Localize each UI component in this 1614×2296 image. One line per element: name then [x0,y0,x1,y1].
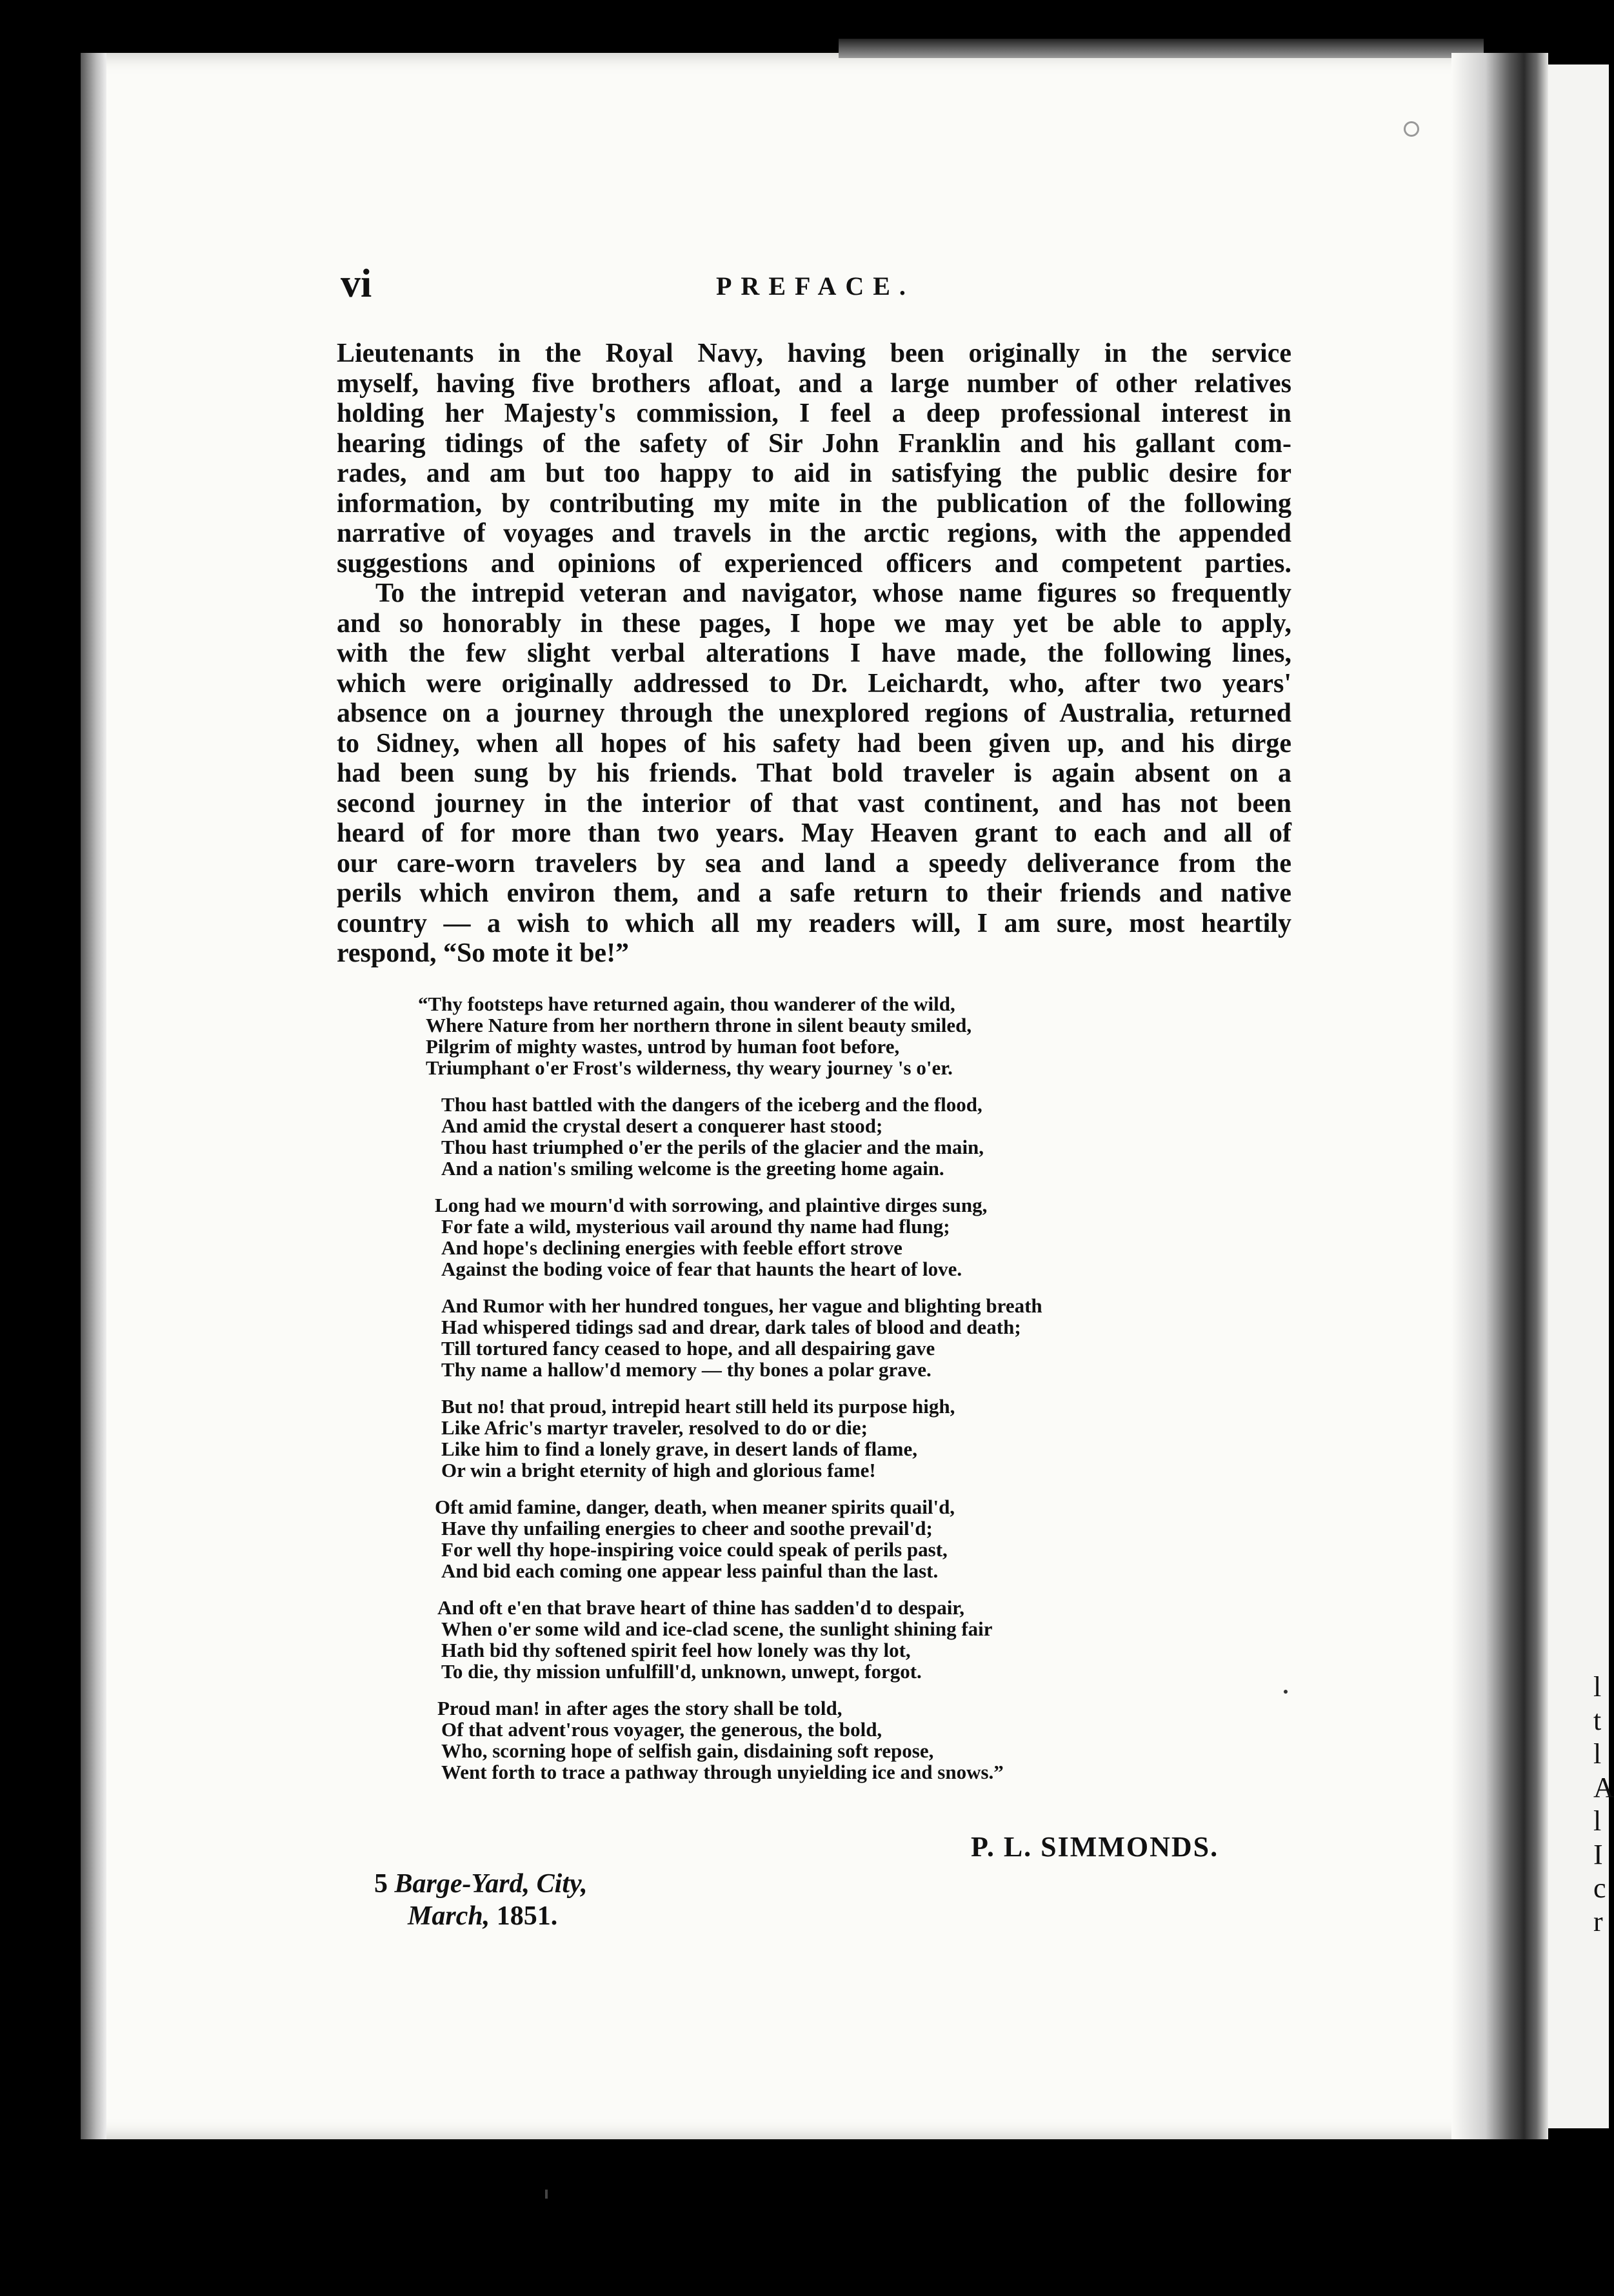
fragment-char: l [1593,1805,1602,1837]
page-top-edge-shadow [839,39,1484,58]
fragment-char: I [1593,1839,1603,1870]
author-signature: P. L. SIMMONDS. [971,1831,1219,1863]
poem-line: Thou hast battled with the dangers of the iceberg and the flood, [441,1093,982,1116]
poem-stanza [418,993,1308,1078]
poem-line: Went forth to trace a pathway through unyielding ice and snows.” [441,1761,1004,1783]
prose-line: with the few slight verbal alterations I have made, the following lines, [337,638,1291,668]
fragment-char: l [1593,1738,1602,1770]
prose-line: heard of for more than two years. May Heaven grant to each and all of [337,818,1291,848]
fragment-char: l [1593,1671,1602,1703]
dateline [374,1868,588,1932]
poem-stanza [418,1396,1308,1481]
poem-line: Proud man! in after ages the story shall be told, [437,1697,842,1719]
date-year: 1851. [496,1901,558,1931]
poem [418,993,1308,1798]
poem-line: “Thy footsteps have returned again, thou wanderer of the wild, [418,993,955,1015]
prose-line: information, by contributing my mite in the publication of the following [337,488,1291,519]
prose-line: suggestions and opinions of experienced officers and competent parties. [337,548,1291,579]
poem-line: Have thy unfailing energies to cheer and soothe prevail'd; [441,1517,933,1539]
poem-line: And bid each coming one appear less painful than the last. [441,1559,939,1582]
poem-line: Of that advent'rous voyager, the generous, the bold, [441,1718,882,1741]
prose-line: absence on a journey through the unexplored regions of Australia, returned [337,698,1291,728]
poem-line: Long had we mourn'd with sorrowing, and plaintive dirges sung, [435,1194,988,1216]
address-street: Barge-Yard, City, [394,1869,588,1899]
fragment-char: t [1593,1705,1602,1736]
prose-line: To the intrepid veteran and navigator, whose name figures so frequently [375,579,1291,608]
poem-line: Against the boding voice of fear that haunts the heart of love. [441,1258,962,1280]
prose-line: our care-worn travelers by sea and land a speedy deliverance from the [337,848,1291,878]
poem-line: And a nation's smiling welcome is the greeting home again. [441,1157,944,1180]
prose-line: rades, and am but too happy to aid in satisfying the public desire for [337,459,1291,488]
poem-line: But no! that proud, intrepid heart still held its purpose high, [441,1395,955,1418]
prose-line: had been sung by his friends. That bold traveler is again absent on a [337,758,1291,788]
poem-stanza [418,1496,1308,1581]
facing-page-fragment [1593,1670,1614,1937]
poem-stanza [418,1295,1308,1380]
poem-line: Thy name a hallow'd memory — thy bones a polar grave. [441,1358,932,1381]
prose-line: and so honorably in these pages, I hope we may yet be able to apply, [337,608,1291,638]
poem-line: Like Afric's martyr traveler, resolved to do or die; [441,1416,868,1439]
prose-line: Lieutenants in the Royal Navy, having been originally in the service [337,339,1291,368]
poem-line: For fate a wild, mysterious vail around thy name had flung; [441,1215,950,1238]
paper-blemish [1404,121,1419,137]
prose-line: to Sidney, when all hopes of his safety had been given up, and his dirge [337,728,1291,758]
running-head: PREFACE. [716,272,915,301]
poem-stanza [418,1094,1308,1179]
paper-speck [545,2190,548,2199]
preface-prose [337,339,1291,969]
prose-line: respond, “So mote it be!” [337,938,630,968]
poem-line: And oft e'en that brave heart of thine has sadden'd to despair, [437,1596,964,1619]
poem-line: When o'er some wild and ice-clad scene, the sunlight shining fair [441,1618,993,1640]
prose-line: which were originally addressed to Dr. Leichardt, who, after two years' [337,668,1291,698]
poem-line: To die, thy mission unfulfill'd, unknown, unwept, forgot. [441,1660,922,1683]
address-number: 5 [374,1869,388,1899]
page-left-edge-shadow [81,53,106,2139]
poem-line: Thou hast triumphed o'er the perils of the glacier and the main, [441,1136,984,1158]
poem-line: And hope's declining energies with feeble effort strove [441,1236,902,1259]
page-number: vi [341,262,372,306]
poem-line: For well thy hope-inspiring voice could speak of perils past, [441,1538,948,1561]
fragment-char: A [1593,1772,1614,1803]
poem-line: Or win a bright eternity of high and glorious fame! [441,1459,876,1481]
prose-line: second journey in the interior of that vast continent, and has not been [337,788,1291,818]
poem-line: And amid the crystal desert a conquerer hast stood; [441,1114,883,1137]
paper-speck [1284,1690,1288,1694]
fragment-char: r [1593,1906,1603,1937]
prose-line: narrative of voyages and travels in the arctic regions, with the appended [337,519,1291,548]
poem-line: Where Nature from her northern throne in silent beauty smiled, [426,1014,972,1036]
fragment-char: c [1593,1872,1606,1904]
poem-stanza [418,1697,1308,1783]
prose-line: holding her Majesty's commission, I feel a deep professional interest in [337,399,1291,428]
poem-line: Who, scorning hope of selfish gain, disdaining soft repose, [441,1739,934,1762]
poem-line: Triumphant o'er Frost's wilderness, thy weary journey 's o'er. [426,1056,953,1079]
date-month: March, [408,1901,490,1931]
poem-line: Hath bid thy softened spirit feel how lonely was thy lot, [441,1639,911,1661]
prose-line: hearing tidings of the safety of Sir John Franklin and his gallant com- [337,428,1291,459]
poem-line: Like him to find a lonely grave, in desert lands of flame, [441,1438,917,1460]
date-line [374,1900,588,1932]
poem-line: Pilgrim of mighty wastes, untrod by human foot before, [426,1035,900,1058]
book-gutter [1451,53,1548,2139]
prose-line: country — a wish to which all my readers will, I am sure, most heartily [337,908,1291,938]
poem-stanza [418,1597,1308,1682]
poem-line: And Rumor with her hundred tongues, her vague and blighting breath [441,1294,1042,1317]
poem-line: Had whispered tidings sad and drear, dark tales of blood and death; [441,1316,1021,1338]
poem-line: Oft amid famine, danger, death, when meaner spirits quail'd, [435,1496,955,1518]
poem-stanza [418,1194,1308,1280]
poem-line: Till tortured fancy ceased to hope, and all despairing gave [441,1337,935,1360]
prose-line: myself, having five brothers afloat, and a large number of other relatives [337,368,1291,399]
prose-line: perils which environ them, and a safe return to their friends and native [337,878,1291,908]
